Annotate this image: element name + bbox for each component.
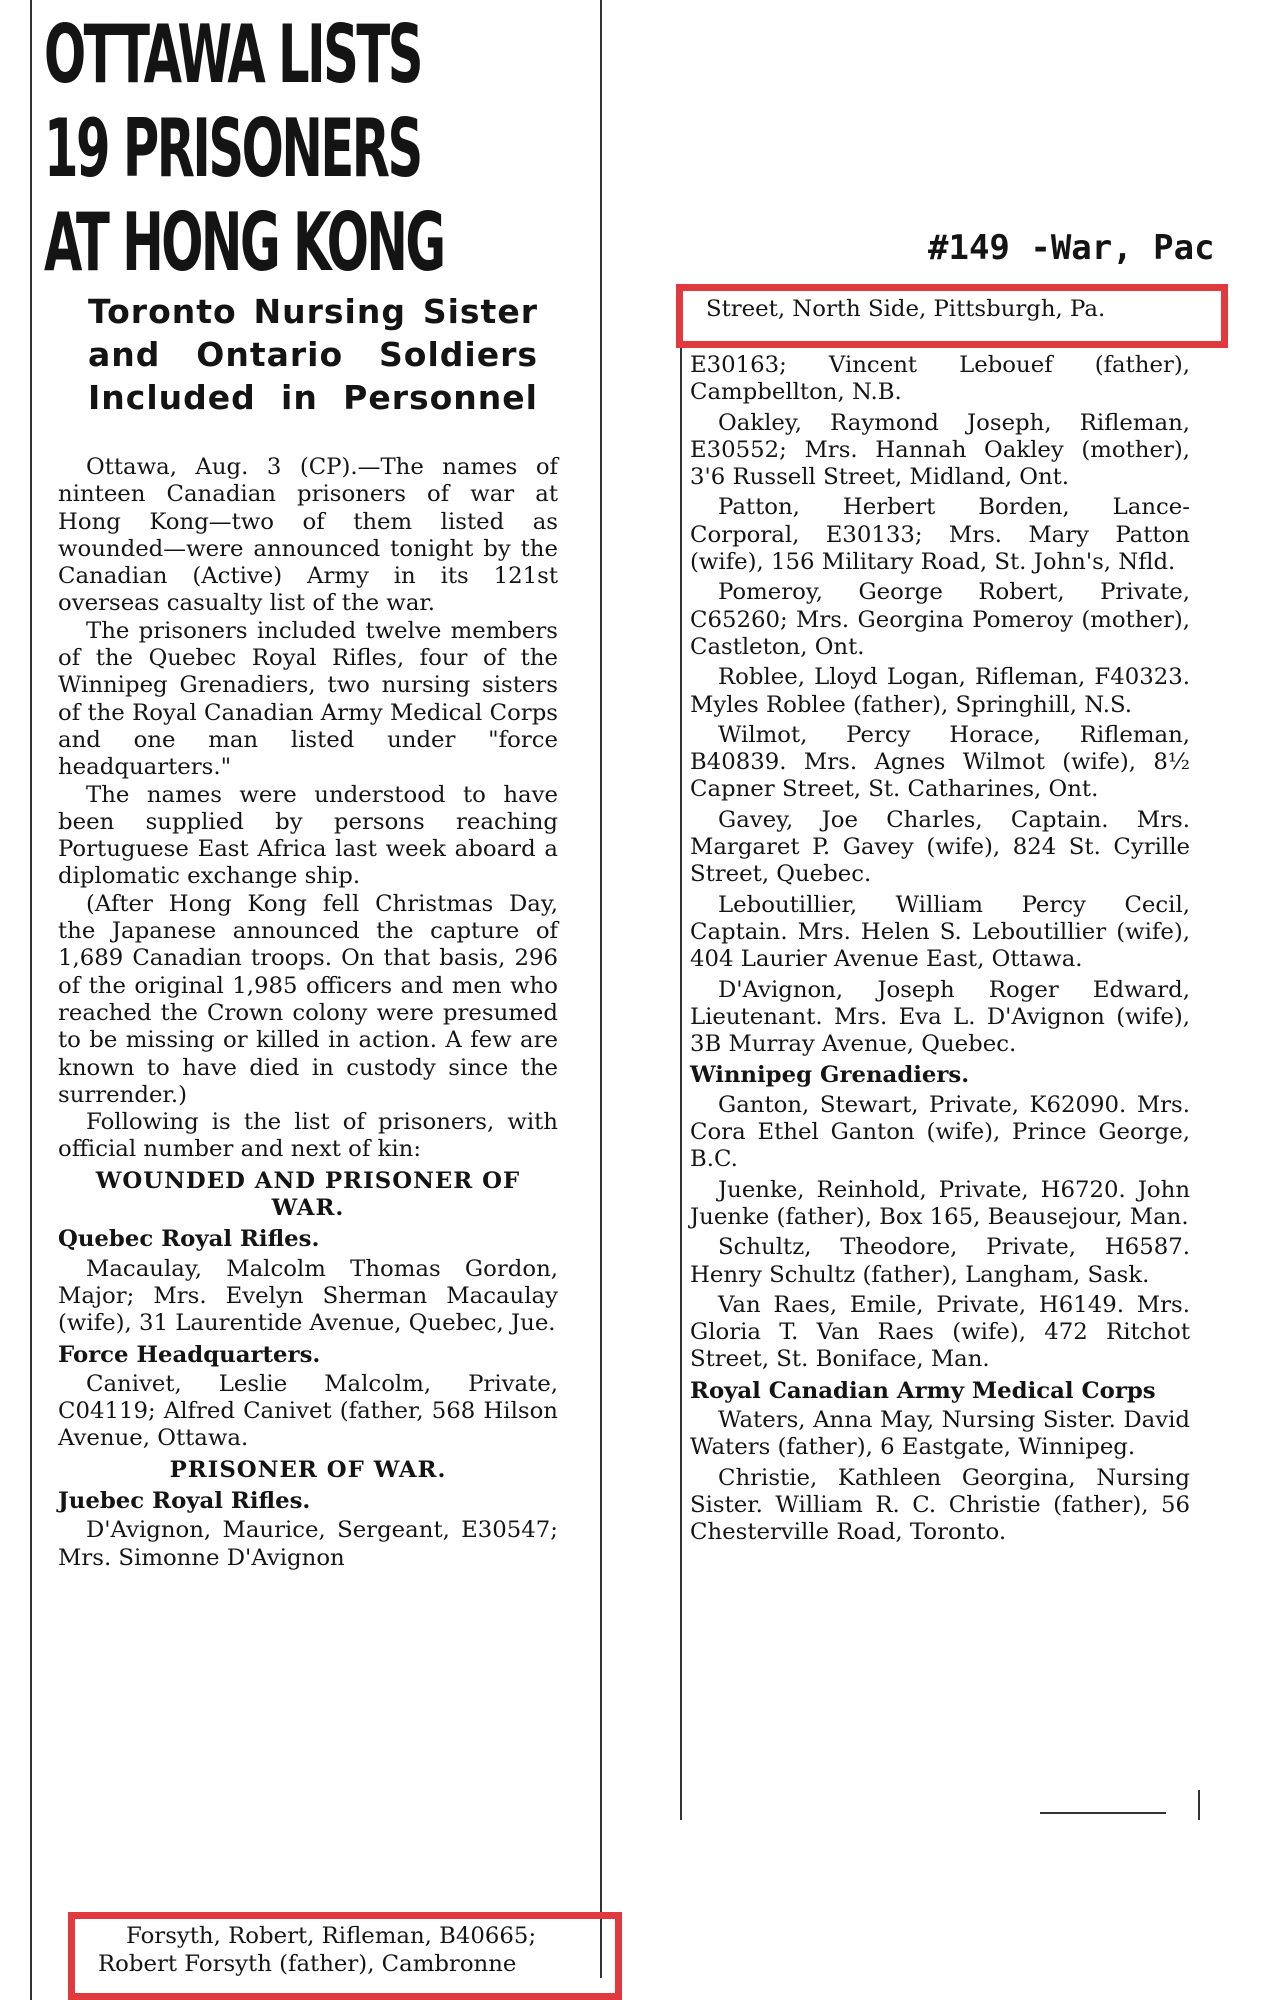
right-column-left-rule xyxy=(680,290,682,1820)
deck-line: and Ontario Soldiers xyxy=(88,335,538,374)
deck-line: Included in Personnel xyxy=(88,378,538,417)
headline-line: OTTAWA LISTS xyxy=(44,8,421,101)
prisoner-entry: Ganton, Stewart, Private, K62090. Mrs. Cora Ethel Ganton (wife), Prince George, B.C. xyxy=(690,1091,1190,1173)
highlight-box-top xyxy=(676,284,1228,348)
prisoner-entry: D'Avignon, Joseph Roger Edward, Lieutenant. Mrs. Eva L. D'Avignon (wife), 3B Murray Avenue, Quebec. xyxy=(690,976,1190,1058)
prisoner-entry: Macaulay, Malcolm Thomas Gordon, Major; Mrs. Evelyn Sherman Macaulay (wife), 31 Laurentide Avenue, Quebec, Jue. xyxy=(58,1255,558,1337)
article-paragraph: The prisoners included twelve members of the Quebec Royal Rifles, four of the Winnipeg Grenadiers, two nursing sisters of the Royal Canadian Army Medical Corps and one man listed under "force headquarters." xyxy=(58,617,558,781)
prisoner-entry: Waters, Anna May, Nursing Sister. David Waters (father), 6 Eastgate, Winnipeg. xyxy=(690,1406,1190,1461)
dateline-paragraph: Ottawa, Aug. 3 (CP).—The names of ninteen Canadian prisoners of war at Hong Kong—two of them listed as wounded—were announced tonight by the Canadian (Active) Army in its 121st overseas casualty list of the war. xyxy=(58,454,558,617)
prisoner-entry: Juenke, Reinhold, Private, H6720. John Juenke (father), Box 165, Beausejour, Man. xyxy=(690,1176,1190,1230)
headline-line: 19 PRISONERS xyxy=(44,102,421,195)
right-column-right-rule xyxy=(1198,1790,1200,1820)
article-paragraph: The names were understood to have been supplied by persons reaching Portuguese East Africa last week aboard a diplomatic exchange ship. xyxy=(58,781,558,890)
prisoner-entry: Patton, Herbert Borden, Lance-Corporal, E30133; Mrs. Mary Patton (wife), 156 Military Road, St. John's, Nfld. xyxy=(690,494,1190,576)
prisoner-entry: D'Avignon, Maurice, Sergeant, E30547; Mrs. Simonne D'Avignon xyxy=(58,1517,558,1571)
prisoner-entry: Leboutillier, William Percy Cecil, Captain. Mrs. Helen S. Leboutillier (wife), 404 Laurier Avenue East, Ottawa. xyxy=(690,891,1190,973)
unit-heading: Winnipeg Grenadiers. xyxy=(690,1062,970,1089)
highlighted-line: Forsyth, Robert, Rifleman, B40665; xyxy=(126,1923,537,1949)
prisoner-entry: Canivet, Leslie Malcolm, Private, C04119; Alfred Canivet (father, 568 Hilson Avenue, Ottawa. xyxy=(58,1370,558,1452)
prisoner-entry: Wilmot, Percy Horace, Rifleman, B40839. Mrs. Agnes Wilmot (wife), 8½ Capner Street, St. Catharines, Ont. xyxy=(690,721,1190,803)
headline xyxy=(44,8,444,290)
section-heading-prisoner: PRISONER OF WAR. xyxy=(169,1456,447,1483)
article-paragraph: Following is the list of prisoners, with official number and next of kin: xyxy=(58,1109,558,1163)
page-reference: #149 -War, Pac xyxy=(928,228,1215,268)
right-column xyxy=(690,352,1190,1549)
unit-heading: Quebec Royal Rifles. xyxy=(58,1226,320,1253)
prisoner-entry: Gavey, Joe Charles, Captain. Mrs. Margaret P. Gavey (wife), 824 St. Cyrille Street, Quebec. xyxy=(690,806,1190,888)
prisoner-entry: Van Raes, Emile, Private, H6149. Mrs. Gloria T. Van Raes (wife), 472 Ritchot Street, St. Boniface, Man. xyxy=(690,1291,1190,1373)
prisoner-entry: Oakley, Raymond Joseph, Rifleman, E30552; Mrs. Hannah Oakley (mother), 3'6 Russell Street, Midland, Ont. xyxy=(690,409,1190,491)
highlighted-street-line: Street, North Side, Pittsburgh, Pa. xyxy=(706,296,1106,322)
highlighted-line: Robert Forsyth (father), Cambronne xyxy=(98,1951,517,1977)
subheadline-deck xyxy=(88,290,538,440)
deck-line: Toronto Nursing Sister xyxy=(88,292,538,331)
unit-heading: Royal Canadian Army Medical Corps xyxy=(690,1377,1156,1404)
right-column-end-rule xyxy=(1040,1812,1166,1814)
article-body xyxy=(58,454,558,1572)
unit-heading: Force Headquarters. xyxy=(58,1341,321,1368)
prisoner-entry: Christie, Kathleen Georgina, Nursing Sister. William R. C. Christie (father), 56 Chesterville Road, Toronto. xyxy=(690,1464,1190,1546)
prisoner-entry: Pomeroy, George Robert, Private, C65260; Mrs. Georgina Pomeroy (mother), Castleton, Ont. xyxy=(690,579,1190,660)
prisoner-entry: Schultz, Theodore, Private, H6587. Henry Schultz (father), Langham, Sask. xyxy=(690,1234,1190,1288)
column-divider-rule xyxy=(600,0,602,1978)
left-border-rule xyxy=(30,0,32,2000)
headline-line: AT HONG KONG xyxy=(44,196,444,289)
article-paragraph: (After Hong Kong fell Christmas Day, the Japanese announced the capture of 1,689 Canadian troops. On that basis, 296 of the original 1,985 officers and men who reached the Crown colony were presumed to be missing or killed in action. A few are known to have died in custody since the surrender.) xyxy=(58,890,558,1108)
left-column xyxy=(44,0,589,1575)
prisoner-entry: E30163; Vincent Lebouef (father), Campbellton, N.B. xyxy=(690,352,1190,406)
unit-heading: Juebec Royal Rifles. xyxy=(58,1487,311,1514)
highlight-box-bottom xyxy=(68,1912,622,2000)
prisoner-entry: Roblee, Lloyd Logan, Rifleman, F40323. Myles Roblee (father), Springhill, N.S. xyxy=(690,664,1190,718)
section-heading-wounded: WOUNDED AND PRISONER OF WAR. xyxy=(95,1167,521,1222)
